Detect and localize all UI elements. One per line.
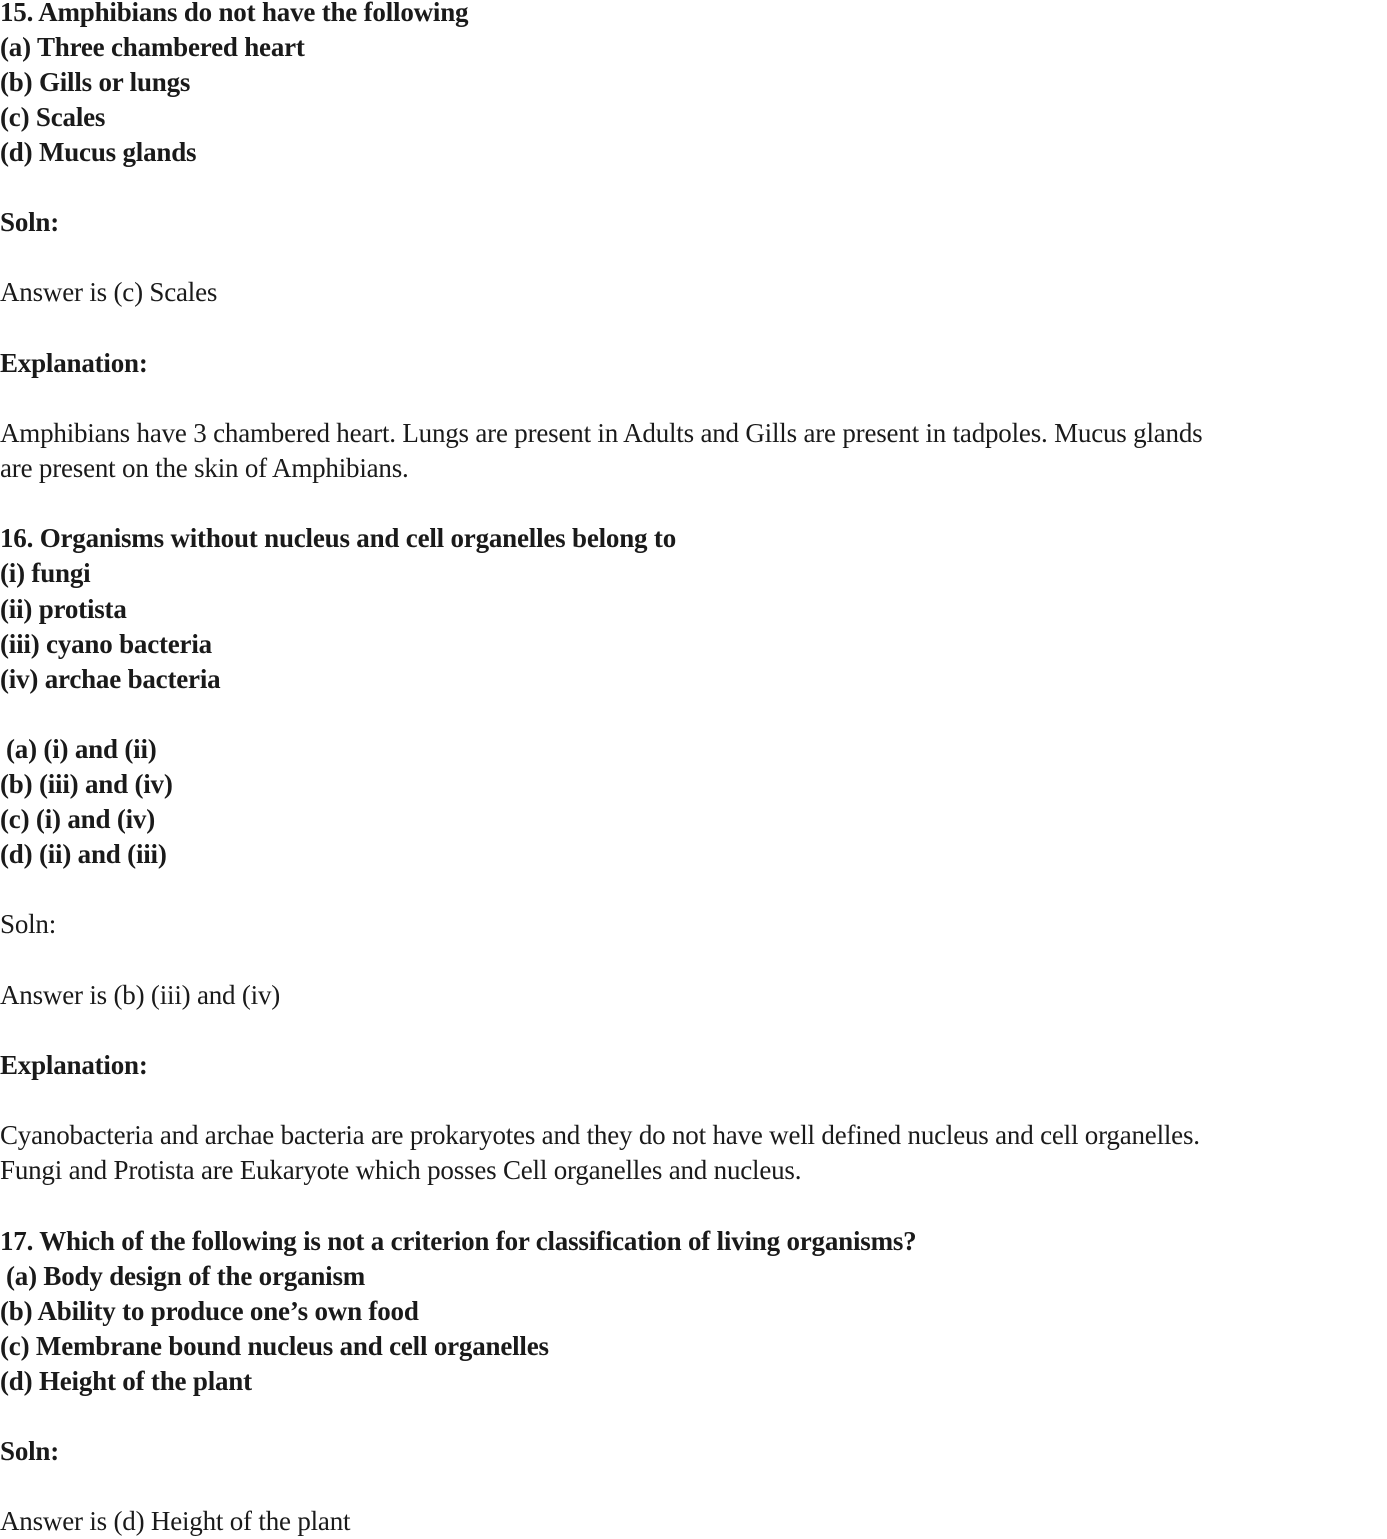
question-17-answer: Answer is (d) Height of the plant [0,1506,351,1536]
question-15-explanation-line-2: are present on the skin of Amphibians. [0,453,409,483]
question-15-explanation-label: Explanation: [0,348,148,378]
question-15-explanation-line-1: Amphibians have 3 chambered heart. Lungs are present in Adults and Gills are present in tadpoles. Mucus glands [0,418,1203,448]
question-16-option-a: (a) (i) and (ii) [6,734,157,764]
question-15-answer: Answer is (c) Scales [0,277,218,307]
question-16-answer: Answer is (b) (iii) and (iv) [0,980,281,1010]
question-15-option-a: (a) Three chambered heart [0,32,305,62]
question-16-explanation-label: Explanation: [0,1050,148,1080]
question-16-option-c: (c) (i) and (iv) [0,804,156,834]
question-16-soln-label: Soln: [0,909,57,939]
question-17-option-b: (b) Ability to produce one’s own food [0,1296,419,1326]
question-15-option-c: (c) Scales [0,102,106,132]
question-15-title: 15. Amphibians do not have the following [0,0,469,27]
question-15-option-d: (d) Mucus glands [0,137,197,167]
question-17-option-d: (d) Height of the plant [0,1366,252,1396]
question-17-title: 17. Which of the following is not a criterion for classification of living organisms? [0,1226,917,1256]
question-17-option-a: (a) Body design of the organism [6,1261,366,1291]
question-16-title: 16. Organisms without nucleus and cell organelles belong to [0,523,676,553]
question-16-item-iv: (iv) archae bacteria [0,664,221,694]
question-16-explanation-line-1: Cyanobacteria and archae bacteria are prokaryotes and they do not have well defined nucleus and cell organelles. [0,1120,1200,1150]
question-16-option-b: (b) (iii) and (iv) [0,769,173,799]
question-16-option-d: (d) (ii) and (iii) [0,839,167,869]
question-17-option-c: (c) Membrane bound nucleus and cell organelles [0,1331,549,1361]
question-15-soln-label: Soln: [0,207,60,237]
question-15-option-b: (b) Gills or lungs [0,67,191,97]
question-16-item-i: (i) fungi [0,558,91,588]
question-16-item-iii: (iii) cyano bacteria [0,629,212,659]
question-16-item-ii: (ii) protista [0,594,127,624]
question-16-explanation-line-2: Fungi and Protista are Eukaryote which posses Cell organelles and nucleus. [0,1155,802,1185]
question-17-soln-label: Soln: [0,1436,60,1466]
